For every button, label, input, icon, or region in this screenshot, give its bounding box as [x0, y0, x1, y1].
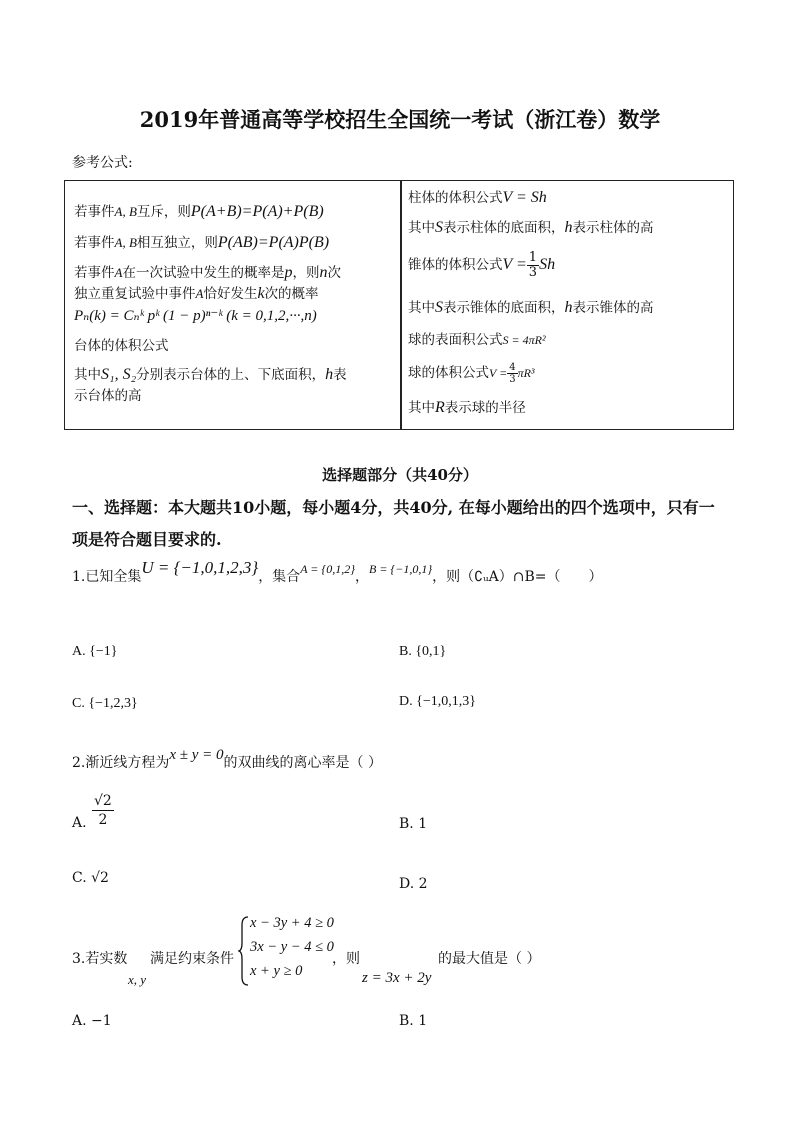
- question-3-condition-label: 满足约束条件: [150, 951, 234, 967]
- option-label: A.: [72, 815, 87, 831]
- math-var: n: [319, 264, 328, 281]
- math-expression: A = {0,1,2}: [300, 562, 355, 576]
- q2-option-b[interactable]: B. 1: [399, 816, 428, 832]
- text: 球的体积公式: [408, 365, 489, 381]
- text: ，集合: [258, 569, 301, 585]
- text: 若事件: [74, 204, 115, 220]
- brace-icon: [238, 915, 250, 987]
- text: 次: [327, 265, 341, 281]
- formula-frustum-title: 台体的体积公式: [74, 338, 169, 354]
- question-3-vars: x, y: [128, 972, 147, 987]
- formula-bernoulli-line1: [74, 263, 341, 283]
- math-var: h: [564, 299, 573, 316]
- text: 表示锥体的高: [572, 300, 654, 316]
- part-instructions-line2: 项是符合题目要求的.: [72, 530, 222, 549]
- text: ，: [355, 569, 369, 585]
- formula-sphere-surface: [408, 330, 546, 350]
- question-1: [72, 558, 603, 586]
- text: 分别表示台体的上、下底面积，: [136, 367, 326, 383]
- fraction: [92, 792, 114, 829]
- constraint-1: x − 3y + 4 ≥ 0: [250, 915, 334, 931]
- math-var: A: [195, 286, 204, 301]
- fraction: [507, 362, 517, 385]
- text: 表示球的半径: [444, 400, 526, 416]
- math-expression: V =: [502, 256, 527, 273]
- denominator: 2: [98, 812, 108, 828]
- question-3-pre: 3.若实数: [72, 951, 128, 967]
- numerator: 4: [509, 362, 516, 373]
- math-var: p: [284, 264, 293, 281]
- formula-table-divider: [400, 180, 402, 430]
- fraction: [527, 251, 539, 280]
- text: 表示柱体的高: [572, 220, 654, 236]
- part-instructions-line1: 一、选择题：本大题共10小题，每小题4分，共40分, 在每小题给出的四个选项中，只有一: [72, 498, 715, 517]
- formula-bernoulli-expression: Pₙ(k) = Cₙᵏ pᵏ (1 − p)ⁿ⁻ᵏ (k = 0,1,2,···,n): [74, 308, 317, 324]
- denominator: 3: [509, 374, 516, 385]
- math-var: A: [114, 265, 123, 280]
- formula-frustum-note-line1: [74, 365, 347, 385]
- question-3-post: 的最大值是（ ）: [438, 951, 541, 967]
- constraint-2: 3x − y − 4 ≤ 0: [250, 939, 334, 955]
- math-var: h: [325, 366, 334, 383]
- math-var: k: [257, 285, 265, 302]
- text: 互斥，则: [136, 204, 191, 220]
- section-title: 选择题部分（共40分）: [322, 466, 478, 484]
- text: 表: [333, 367, 347, 383]
- q1-option-a[interactable]: A. {−1}: [72, 644, 118, 659]
- q2-option-d[interactable]: D. 2: [399, 876, 428, 892]
- q1-option-c[interactable]: C. {−1,2,3}: [72, 696, 138, 711]
- formula-cone-note: [408, 298, 654, 318]
- formula-independent: [74, 233, 329, 253]
- math-var: S: [435, 219, 443, 236]
- formula-frustum-note-line2: 示台体的高: [74, 388, 142, 404]
- text: 其中: [408, 220, 435, 236]
- text: 次的概率: [264, 286, 319, 302]
- math-vars: A, B: [114, 235, 137, 250]
- q2-option-c[interactable]: C. √2: [72, 870, 109, 886]
- formula-sphere-volume: [408, 358, 535, 388]
- q1-option-d[interactable]: D. {−1,0,1,3}: [399, 694, 476, 709]
- question-2: [72, 747, 382, 772]
- q1-option-b[interactable]: B. {0,1}: [399, 644, 447, 659]
- text: 在一次试验中发生的概率是: [122, 265, 285, 281]
- formula-bernoulli-line2: [74, 284, 319, 304]
- q3-option-a[interactable]: A. −1: [72, 1013, 112, 1029]
- text: 表示柱体的底面积，: [443, 220, 565, 236]
- reference-formulas-label: 参考公式:: [72, 155, 133, 171]
- q3-option-b[interactable]: B. 1: [399, 1013, 428, 1029]
- text: 独立重复试验中事件: [74, 286, 196, 302]
- math-var: S: [435, 299, 443, 316]
- formula-prism-note: [408, 218, 654, 238]
- text: 球的表面积公式: [408, 332, 503, 348]
- math-expression: B = {−1,0,1}: [369, 562, 433, 576]
- math-var: h: [564, 219, 573, 236]
- text: 的双曲线的离心率是（ ）: [223, 755, 382, 771]
- denominator: 3: [528, 265, 538, 280]
- text: 其中: [74, 367, 101, 383]
- numerator: √2: [94, 793, 112, 809]
- text: ，则: [292, 265, 320, 281]
- math-expression: S = 4πR²: [502, 333, 546, 347]
- math-expression: V =: [489, 366, 508, 380]
- math-expression: V = Sh: [502, 189, 547, 206]
- math-vars: A, B: [114, 204, 137, 219]
- constraint-3: x + y ≥ 0: [250, 963, 303, 979]
- math-expression: U = {−1,0,1,2,3}: [141, 558, 259, 577]
- math-expression: Sh: [539, 256, 556, 273]
- page-title: 2019年普通高等学校招生全国统一考试（浙江卷）数学: [139, 107, 661, 132]
- math-expression: x ± y = 0: [169, 747, 224, 763]
- text: 表示锥体的底面积，: [443, 300, 565, 316]
- math-expression: P(A+B)=P(A)+P(B): [190, 203, 324, 220]
- text: 恰好发生: [203, 286, 258, 302]
- text: 1.已知全集: [72, 569, 142, 585]
- text: 其中: [408, 400, 435, 416]
- math-expression: πR³: [517, 366, 535, 380]
- text: 柱体的体积公式: [408, 190, 503, 206]
- math-var: R: [435, 399, 445, 416]
- text: 若事件: [74, 235, 115, 251]
- text: 锥体的体积公式: [408, 257, 503, 273]
- text: ，则（∁ᵤA）∩B=（ ）: [432, 569, 603, 585]
- formula-prism-volume: [408, 188, 547, 208]
- text: 相互独立，则: [136, 235, 218, 251]
- math-vars: S₁, S₂: [101, 366, 137, 383]
- numerator: 1: [528, 250, 538, 265]
- text: 2.渐近线方程为: [72, 755, 170, 771]
- formula-sphere-note: [408, 398, 526, 418]
- text: 其中: [408, 300, 435, 316]
- math-expression: P(AB)=P(A)P(B): [217, 234, 330, 251]
- question-3-then: ，则: [332, 951, 360, 967]
- formula-cone-volume: [408, 250, 555, 280]
- text: 若事件: [74, 265, 115, 281]
- formula-mutually-exclusive: [74, 202, 324, 222]
- question-3-objective: z = 3x + 2y: [362, 970, 432, 986]
